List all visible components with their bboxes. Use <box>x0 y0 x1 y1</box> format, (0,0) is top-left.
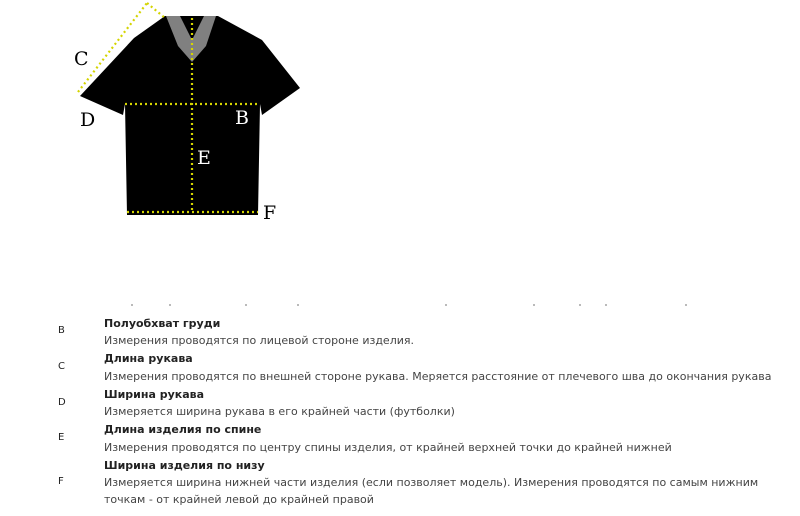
sleeve-length-tick <box>147 3 165 18</box>
label-c: C <box>74 48 89 70</box>
measurement-title: Полуобхват груди <box>104 317 221 330</box>
label-f: F <box>263 202 277 224</box>
measurement-letter: C <box>58 361 65 372</box>
measurement-description: Измеряется ширина нижней части изделия (если позволяет модель). Измерения проводятся по самым нижним точкам - от крайней левой до крайней правой <box>104 476 759 506</box>
label-b: B <box>235 107 249 129</box>
dotted-separator <box>0 301 800 309</box>
measurement-letter: B <box>58 325 65 336</box>
label-d: D <box>80 109 96 131</box>
label-e: E <box>197 147 211 169</box>
measurement-title: Ширина изделия по низу <box>104 459 265 472</box>
measurement-title: Ширина рукава <box>104 388 205 401</box>
measurement-letter: E <box>58 432 65 443</box>
measurement-title: Длина рукава <box>104 352 193 365</box>
measurement-description: Измерения проводятся по лицевой стороне изделия. <box>104 334 414 347</box>
tshirt-measurement-diagram <box>0 0 320 230</box>
measurement-title: Длина изделия по спине <box>104 423 262 436</box>
measurement-letter: D <box>58 397 66 408</box>
measurement-description: Измерения проводятся по внешней стороне рукава. Меряется расстояние от плечевого шва до окончания рукава <box>104 370 772 383</box>
measurement-letter: F <box>58 476 64 487</box>
measurement-description: Измеряется ширина рукава в его крайней части (футболки) <box>104 405 455 418</box>
measurement-description: Измерения проводятся по центру спины изделия, от крайней верхней точки до крайней нижней <box>104 441 672 454</box>
